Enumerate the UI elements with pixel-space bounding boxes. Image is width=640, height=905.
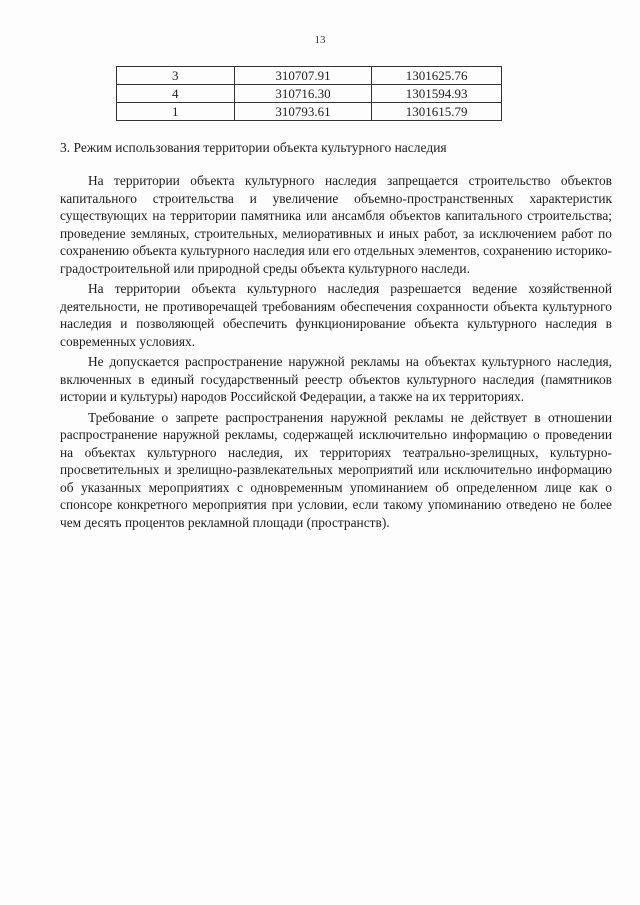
paragraph-advertising-ban: Не допускается распространение наружной рекламы на объектах культурного наследия, включенных в единый государственный реестр объектов культурного наследия (памятников истории и культуры) народов Российской Федерации, а также на их территориях. bbox=[60, 354, 612, 404]
y-coordinate-cell: 1301625.76 bbox=[372, 67, 502, 85]
paragraph-advertising-exception: Требование о запрете распространения наружной рекламы не действует в отношении распространение наружной рекламы, содержащей исключительно информацию о проведении на объектах культурного наследия, их территориях театрально-зрелищных, культурно-просветительных и зрелищно-развлекательных мероприятий или исключительно информацию об указанных мероприятиях с одновременным упоминанием об определенном лице как о спонсоре конкретного мероприятия при условии, если такому упоминанию отведено не более чем десять процентов рекламной площади (пространств). bbox=[60, 409, 612, 530]
x-coordinate-cell: 310707.91 bbox=[234, 67, 372, 85]
point-number-cell: 4 bbox=[117, 85, 235, 103]
section-body bbox=[60, 172, 612, 531]
table-row bbox=[117, 67, 502, 85]
paragraph-prohibitions: На территории объекта культурного наследия запрещается строительство объектов капитального строительства и увеличение объемно-пространственных характеристик существующих на территории памятника или ансамбля объектов капитального строительства; проведение земляных, строительных, мелиоративных и иных работ, за исключением работ по сохранению объекта культурного наследия или его отдельных элементов, сохранению историко-градостроительной или природной среды объекта культурного наследи. bbox=[60, 173, 612, 276]
table-row bbox=[117, 85, 502, 103]
x-coordinate-cell: 310793.61 bbox=[234, 103, 372, 121]
section-title: 3. Режим использования территории объекта культурного наследия bbox=[60, 140, 447, 155]
page-number: 13 bbox=[314, 34, 326, 46]
y-coordinate-cell: 1301615.79 bbox=[372, 103, 502, 121]
y-coordinate-cell: 1301594.93 bbox=[372, 85, 502, 103]
x-coordinate-cell: 310716.30 bbox=[234, 85, 372, 103]
point-number-cell: 3 bbox=[117, 67, 235, 85]
table-row bbox=[117, 103, 502, 121]
coordinates-table bbox=[116, 66, 502, 121]
point-number-cell: 1 bbox=[117, 103, 235, 121]
paragraph-permissions: На территории объекта культурного наследия разрешается ведение хозяйственной деятельности, не противоречащей требованиям обеспечения сохранности объекта культурного наследия и позволяющей обеспечить функционирование объекта культурного наследия в современных условиях. bbox=[60, 281, 612, 349]
